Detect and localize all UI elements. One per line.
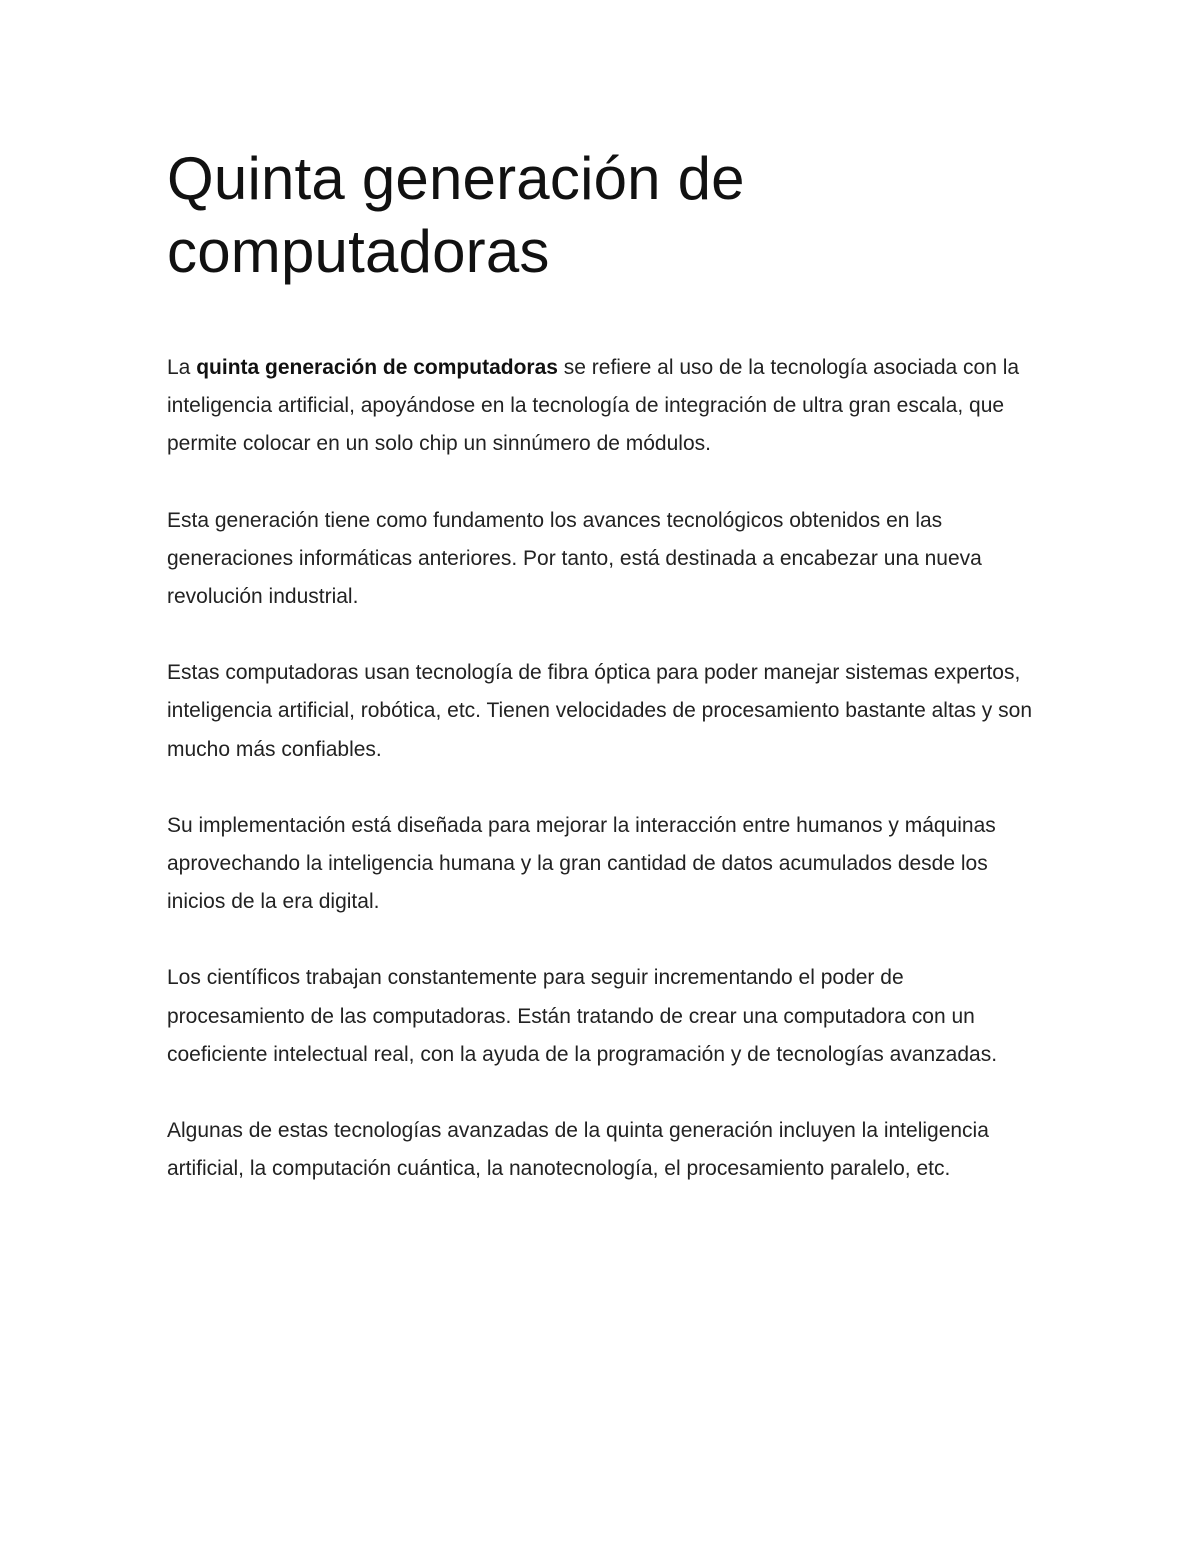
intro-text-before: La (167, 356, 197, 379)
page-title: Quinta generación de computadoras (167, 145, 745, 285)
document-body (167, 142, 1047, 1188)
paragraph-foundation: Esta generación tiene como fundamento los avances tecnológicos obtenidos en las generaciones informáticas anteriores. Por tanto, está destinada a encabezar una nueva revolución industrial. (167, 508, 982, 609)
paragraph-implementation: Su implementación está diseñada para mejorar la interacción entre humanos y máquinas aprovechando la inteligencia humana y la gran cantidad de datos acumulados desde los inicios de la era digital. (167, 813, 996, 914)
paragraph-scientists: Los científicos trabajan constantemente para seguir incrementando el poder de procesamiento de las computadoras. Están tratando de crear una computadora con un coeficiente intelectual real, con la ayuda de la programación y de tecnologías avanzadas. (167, 966, 998, 1066)
paragraph-fiber-optics: Estas computadoras usan tecnología de fibra óptica para poder manejar sistemas expertos, inteligencia artificial, robótica, etc. Tienen velocidades de procesamiento bastante altas y son mucho más confiables. (167, 661, 1032, 761)
intro-text-after: se refiere al uso de la tecnología asociada con la inteligencia artificial, apoyándose en la tecnología de integración de ultra gran escala, que permite colocar en un solo chip un sinnúmero de módulos. (167, 356, 1020, 456)
intro-paragraph (167, 349, 1047, 464)
intro-bold-term: quinta generación de computadoras (196, 356, 558, 379)
paragraph-advanced-technologies: Algunas de estas tecnologías avanzadas de la quinta generación incluyen la inteligencia artificial, la computación cuántica, la nanotecnología, el procesamiento paralelo, etc. (167, 1119, 989, 1181)
